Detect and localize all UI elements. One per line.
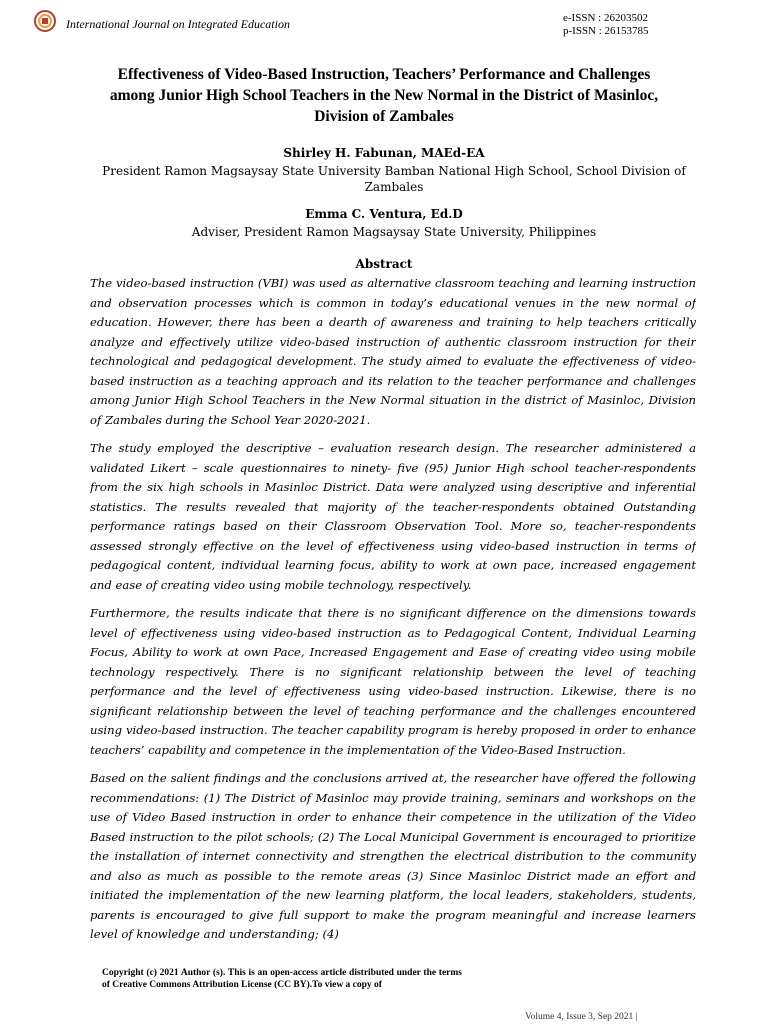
author-affiliation-1: President Ramon Magsaysay State University Bamban National High School, School Division of Zambales: [102, 164, 686, 194]
issn-block: [563, 12, 649, 38]
author-name-1: Shirley H. Fabunan, MAEd-EA: [283, 146, 485, 160]
abstract-heading: Abstract: [355, 257, 413, 271]
e-issn: e-ISSN : 26203502: [563, 12, 648, 24]
abstract-paragraph: The video-based instruction (VBI) was used as alternative classroom teaching and learning instruction and observation processes which is common in today’s educational venues in the new normal of education. However, there has been a dearth of awareness and training to help teachers critically analyze and effectively utilize video-based instruction of authentic classroom instruction for their technological and pedagogical development. The study aimed to evaluate the effectiveness of video-based instruction as a teaching approach and its relation to the teacher performance and challenges among Junior High School Teachers in the New Normal situation in the district of Masinloc, Division of Zambales during the School Year 2020-2021.: [90, 276, 696, 427]
abstract-paragraph: Based on the salient findings and the conclusions arrived at, the researcher have offered the following recommendations: (1) The District of Masinloc may provide training, seminars and workshops on the use of Video Based instruction in order to enhance their competence in the utilization of the Video Based instruction to the pilot schools; (2) The Local Municipal Government is encouraged to prioritize the installation of internet connectivity and strengthen the electrical distribution to the community and also as much as possible to the remote areas (3) Since Masinloc District made an effort and initiated the implementation of the new learning platform, the local leaders, stakeholders, students, parents is encouraged to give full support to make the program meaningful and increase learners level of knowledge and understanding; (4): [90, 771, 696, 941]
copyright-notice: Copyright (c) 2021 Author (s). This is an open-access article distributed under the terms of Creative Commons Attribution License (CC BY).To view a copy of: [102, 968, 462, 990]
abstract-paragraph: The study employed the descriptive – evaluation research design. The researcher administered a validated Likert – scale questionnaires to ninety- five (95) Junior High school teacher-respondents from the six high schools in Masinloc District. Data were analyzed using descriptive and inferential statistics. The results revealed that majority of the teacher-respondents obtained Outstanding performance ratings based on their Classroom Observation Tool. More so, teacher-respondents assessed strongly effective on the level of effectiveness using video-based instruction in terms of pedagogical content, individual learning focus, ability to work at own pace, increased engagement and ease of creating video using mobile technology, respectively.: [90, 441, 696, 592]
author-name-2: Emma C. Ventura, Ed.D: [305, 207, 463, 221]
p-issn: p-ISSN : 26153785: [563, 25, 649, 37]
page-header: [0, 0, 768, 50]
abstract-paragraph: Furthermore, the results indicate that there is no significant difference on the dimensions towards level of effectiveness using video-based instruction as to Pedagogical Content, Individual Learning Focus, Ability to work at own Pace, Increased Engagement and Ease of creating video using mobile technology respectively. There is no significant relationship between the level of teaching performance and the level of effectiveness using video-based instruction. Likewise, there is no significant relationship between the level of teaching performance and the challenges encountered using video-based instruction. The teacher capability program is hereby proposed in order to enhance teachers’ capability and competence in the implementation of the Video-Based Instruction.: [90, 606, 696, 757]
abstract-body: [90, 274, 696, 962]
volume-info: Volume 4, Issue 3, Sep 2021 |: [525, 1012, 638, 1022]
journal-name: International Journal on Integrated Education: [66, 17, 290, 31]
journal-logo-icon: [33, 9, 57, 33]
author-affiliation-2: Adviser, President Ramon Magsaysay State University, Philippines: [191, 225, 597, 239]
paper-title: Effectiveness of Video-Based Instruction, Teachers’ Performance and Challenges among Junior High School Teachers in the New Normal in the District of Masinloc, Division of Zambales: [109, 66, 659, 125]
